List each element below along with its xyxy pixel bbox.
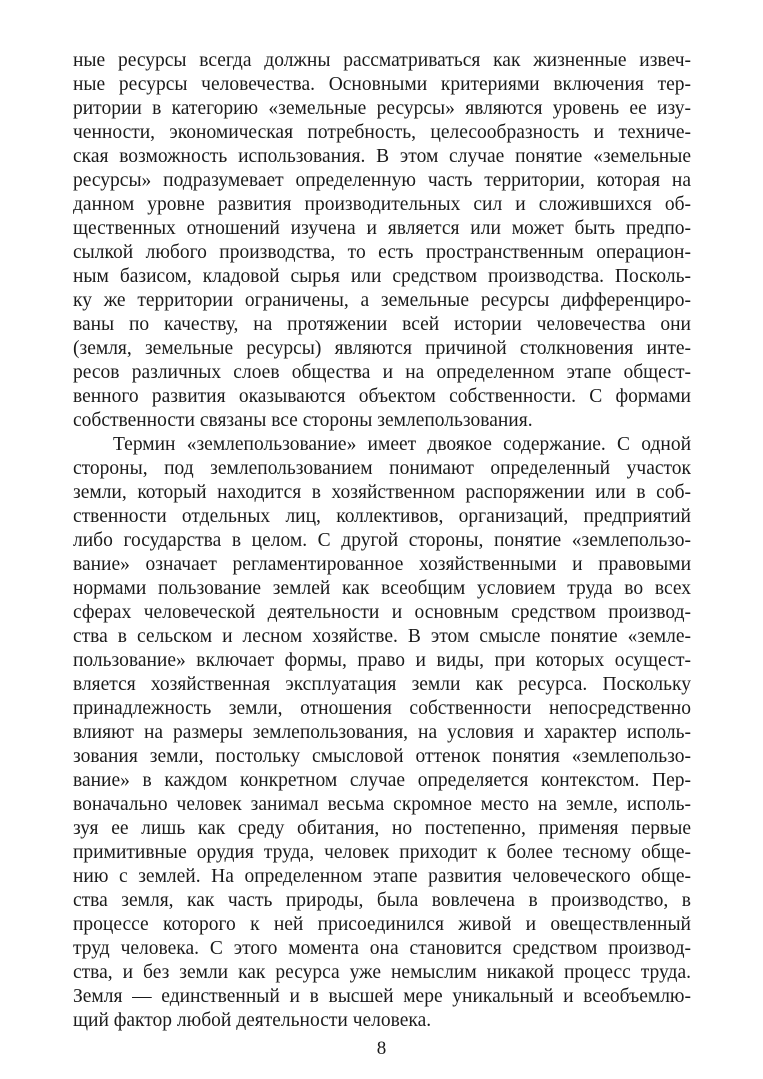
- text-line: ресурсы» подразумевает определенную часть территории, которая на: [73, 170, 691, 191]
- text-line: вание» в каждом конкретном случае определяется контекстом. Пер-: [73, 770, 691, 791]
- text-line: вляется хозяйственная эксплуатация земли как ресурса. Поскольку: [73, 674, 691, 695]
- text-line: ные ресурсы человечества. Основными критериями включения тер-: [73, 74, 691, 95]
- text-line: ресов различных слоев общества и на определенном этапе общест-: [73, 362, 691, 383]
- text-line: данном уровне развития производительных сил и сложившихся об-: [73, 194, 691, 215]
- text-line: влияют на размеры землепользования, на условия и характер исполь-: [73, 722, 691, 743]
- text-line: ская возможность использования. В этом случае понятие «земельные: [73, 146, 691, 167]
- text-line: щественных отношений изучена и является или может быть предпо-: [73, 218, 691, 239]
- text-line: ным базисом, кладовой сырья или средством производства. Посколь-: [73, 266, 691, 287]
- text-line: ства в сельском и лесном хозяйстве. В этом смысле понятие «земле-: [73, 626, 691, 647]
- body-text: [73, 49, 691, 1033]
- text-line: принадлежность земли, отношения собственности непосредственно: [73, 698, 691, 719]
- text-line: ственности отдельных лиц, коллективов, организаций, предприятий: [73, 506, 691, 527]
- text-line: вание» означает регламентированное хозяйственными и правовыми: [73, 554, 691, 575]
- text-line: сферах человеческой деятельности и основным средством производ-: [73, 602, 691, 623]
- text-line: пользование» включает формы, право и виды, при которых осущест-: [73, 650, 691, 671]
- text-line: собственности связаны все стороны землепользования.: [73, 410, 533, 431]
- text-line: ства, и без земли как ресурса уже немыслим никакой процесс труда.: [73, 962, 691, 983]
- text-line: либо государства в целом. С другой стороны, понятие «землепользо-: [73, 530, 691, 551]
- text-line: ку же территории ограничены, а земельные ресурсы дифференциро-: [73, 290, 691, 311]
- text-line: венного развития оказываются объектом собственности. С формами: [73, 386, 691, 407]
- text-line: (земля, земельные ресурсы) являются причиной столкновения инте-: [73, 338, 691, 359]
- text-line: земли, который находится в хозяйственном распоряжении или в соб-: [73, 482, 691, 503]
- text-line: Земля — единственный и в высшей мере уникальный и всеобъемлю-: [73, 986, 691, 1007]
- text-line: Термин «землепользование» имеет двоякое содержание. С одной: [113, 434, 691, 455]
- text-line: ченности, экономическая потребность, целесообразность и техниче-: [73, 122, 691, 143]
- text-line: сылкой любого производства, то есть пространственным операцион-: [73, 242, 691, 263]
- text-line: нию с землей. На определенном этапе развития человеческого обще-: [73, 866, 691, 887]
- text-line: ные ресурсы всегда должны рассматриваться как жизненные извеч-: [73, 50, 691, 71]
- text-line: нормами пользование землей как всеобщим условием труда во всех: [73, 578, 691, 599]
- text-line: щий фактор любой деятельности человека.: [73, 1010, 432, 1031]
- text-line: зования земли, постольку смысловой оттенок понятия «землепользо-: [73, 746, 691, 767]
- text-line: стороны, под землепользованием понимают определенный участок: [73, 458, 691, 479]
- text-line: воначально человек занимал весьма скромное место на земле, исполь-: [73, 794, 691, 815]
- text-line: примитивные орудия труда, человек приходит к более тесному обще-: [73, 842, 691, 863]
- text-line: процессе которого к ней присоединился живой и овеществленный: [73, 914, 691, 935]
- text-line: труд человека. С этого момента она становится средством производ-: [73, 938, 691, 959]
- text-line: ритории в категорию «земельные ресурсы» являются уровень ее изу-: [73, 98, 691, 119]
- text-line: зуя ее лишь как среду обитания, но постепенно, применяя первые: [73, 818, 691, 839]
- page-number: 8: [376, 1038, 387, 1059]
- text-line: ваны по качеству, на протяжении всей истории человечества они: [73, 314, 691, 335]
- text-line: ства земля, как часть природы, была вовлечена в производство, в: [73, 890, 691, 911]
